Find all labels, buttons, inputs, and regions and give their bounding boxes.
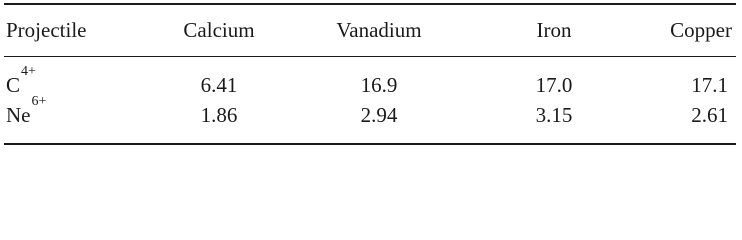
value-cell-calcium: 1.86 [200, 102, 238, 127]
projectile-cell [4, 56, 144, 100]
projectile-cell [4, 93, 144, 130]
header-iron: Iron [536, 17, 572, 42]
header-calcium: Calcium [183, 17, 255, 42]
results-table [4, 4, 736, 130]
header-row [4, 4, 736, 56]
table-row [4, 100, 736, 130]
bottom-rule [4, 143, 736, 145]
header-projectile: Projectile [6, 17, 87, 42]
ion-symbol: C [6, 72, 21, 97]
value-cell-vanadium: 2.94 [360, 102, 398, 127]
value-cell-copper: 2.61 [691, 102, 728, 127]
value-cell-iron: 17.0 [535, 72, 573, 97]
table-row [4, 56, 736, 100]
ion-charge: 4+ [21, 63, 36, 79]
header-vanadium: Vanadium [336, 17, 422, 42]
value-cell-copper: 17.1 [691, 72, 728, 97]
value-cell-vanadium: 16.9 [360, 72, 398, 97]
ion-charge: 6+ [31, 93, 47, 109]
value-cell-calcium: 6.41 [200, 72, 238, 97]
ion-symbol: Ne [6, 102, 31, 127]
header-copper: Copper [670, 17, 732, 42]
value-cell-iron: 3.15 [535, 102, 573, 127]
